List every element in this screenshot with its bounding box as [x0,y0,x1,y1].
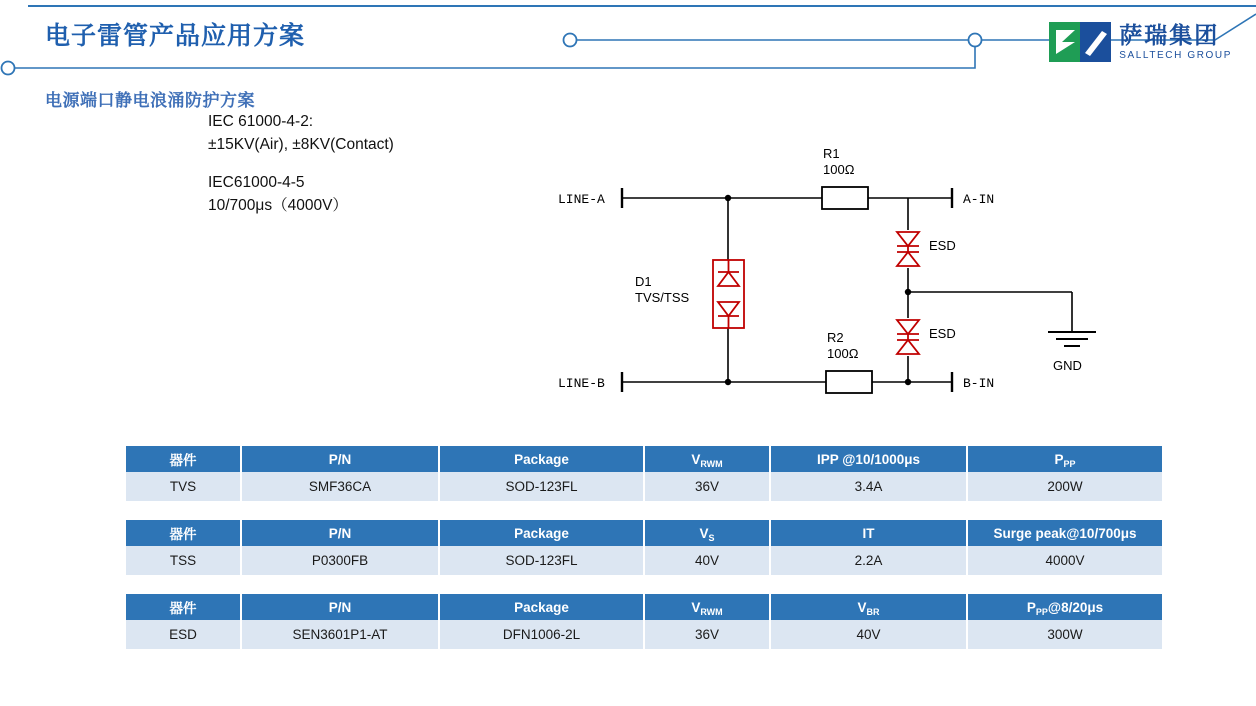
spec-line-1: IEC 61000-4-2: [208,113,314,130]
cell-ppp: 200W [968,472,1162,501]
label-d1-value: TVS/TSS [635,290,690,305]
cell-pn: P0300FB [242,546,440,575]
label-line-b: LINE-B [558,376,605,391]
spec-line-2: ±15KV(Air), ±8KV(Contact) [208,136,394,154]
table-row [126,546,1162,575]
label-d1-name: D1 [635,274,652,289]
esd-top-symbol [897,232,919,266]
spec-line-4: 10/700μs（4000V） [208,196,348,214]
label-r2-name: R2 [827,330,844,345]
col-header-pn: P/N [242,594,440,620]
spec-table-esd [126,594,1162,649]
col-header-pn: P/N [242,446,440,472]
cell-device: TSS [126,546,242,575]
col-header-ipp: IPP @10/1000μs [771,446,968,472]
cell-package: DFN1006-2L [440,620,645,649]
col-header-package: Package [440,520,645,546]
col-header-vs: $V_S$ [645,520,771,546]
company-logo [1049,22,1232,62]
cell-pn: SMF36CA [242,472,440,501]
label-esd-bottom: ESD [929,326,956,341]
col-header-pn: P/N [242,520,440,546]
cell-ppp: 300W [968,620,1162,649]
protection-circuit-schematic [0,120,1256,420]
label-r1-value: 100Ω [823,162,855,177]
col-header-package: Package [440,594,645,620]
cell-device: ESD [126,620,242,649]
col-header-package: Package [440,446,645,472]
label-a-in: A-IN [963,192,995,207]
col-header-it: IT [771,520,968,546]
label-r2-value: 100Ω [827,346,859,361]
col-header-device: 器件 [126,520,242,546]
label-gnd: GND [1053,358,1082,373]
col-header-device: 器件 [126,446,242,472]
esd-bottom-symbol [897,320,919,354]
col-header-surge-peak: Surge peak@10/700μs [968,520,1162,546]
logo-mark-icon [1049,22,1111,62]
component-spec-tables [126,446,1162,668]
table-row [126,620,1162,649]
page-subtitle: 电源端口静电浪涌防护方案 [45,91,255,110]
cell-vrwm: 36V [645,620,771,649]
col-header-vrwm: $V_{RWM}$ [645,594,771,620]
col-header-device: 器件 [126,594,242,620]
spec-table-tvs [126,446,1162,501]
cell-surge-peak: 4000V [968,546,1162,575]
cell-device: TVS [126,472,242,501]
label-line-a: LINE-A [558,192,605,207]
page-title: 电子雷管产品应用方案 [45,22,306,50]
cell-vbr: 40V [771,620,968,649]
cell-package: SOD-123FL [440,546,645,575]
cell-pn: SEN3601P1-AT [242,620,440,649]
cell-ipp: 3.4A [771,472,968,501]
logo-name-cn: 萨瑞集团 [1119,21,1220,48]
logo-name-en: SALLTECH GROUP [1119,49,1232,61]
resistor-r2-symbol [826,371,872,393]
col-header-ppp-8-20: $P_{PP}@8/20\mu s$ [968,594,1162,620]
label-esd-top: ESD [929,238,956,253]
col-header-ppp: $P_{PP}$ [968,446,1162,472]
label-b-in: B-IN [963,376,995,391]
logo-text [1119,21,1232,61]
resistor-r1-symbol [822,187,868,209]
cell-package: SOD-123FL [440,472,645,501]
cell-it: 2.2A [771,546,968,575]
spec-table-tss [126,520,1162,575]
label-r1-name: R1 [823,146,840,161]
col-header-vbr: $V_{BR}$ [771,594,968,620]
table-header-row [126,594,1162,620]
cell-vs: 40V [645,546,771,575]
spec-line-3: IEC61000-4-5 [208,173,305,191]
table-row [126,472,1162,501]
col-header-vrwm: $V_{RWM}$ [645,446,771,472]
cell-vrwm: 36V [645,472,771,501]
table-header-row [126,520,1162,546]
table-header-row [126,446,1162,472]
